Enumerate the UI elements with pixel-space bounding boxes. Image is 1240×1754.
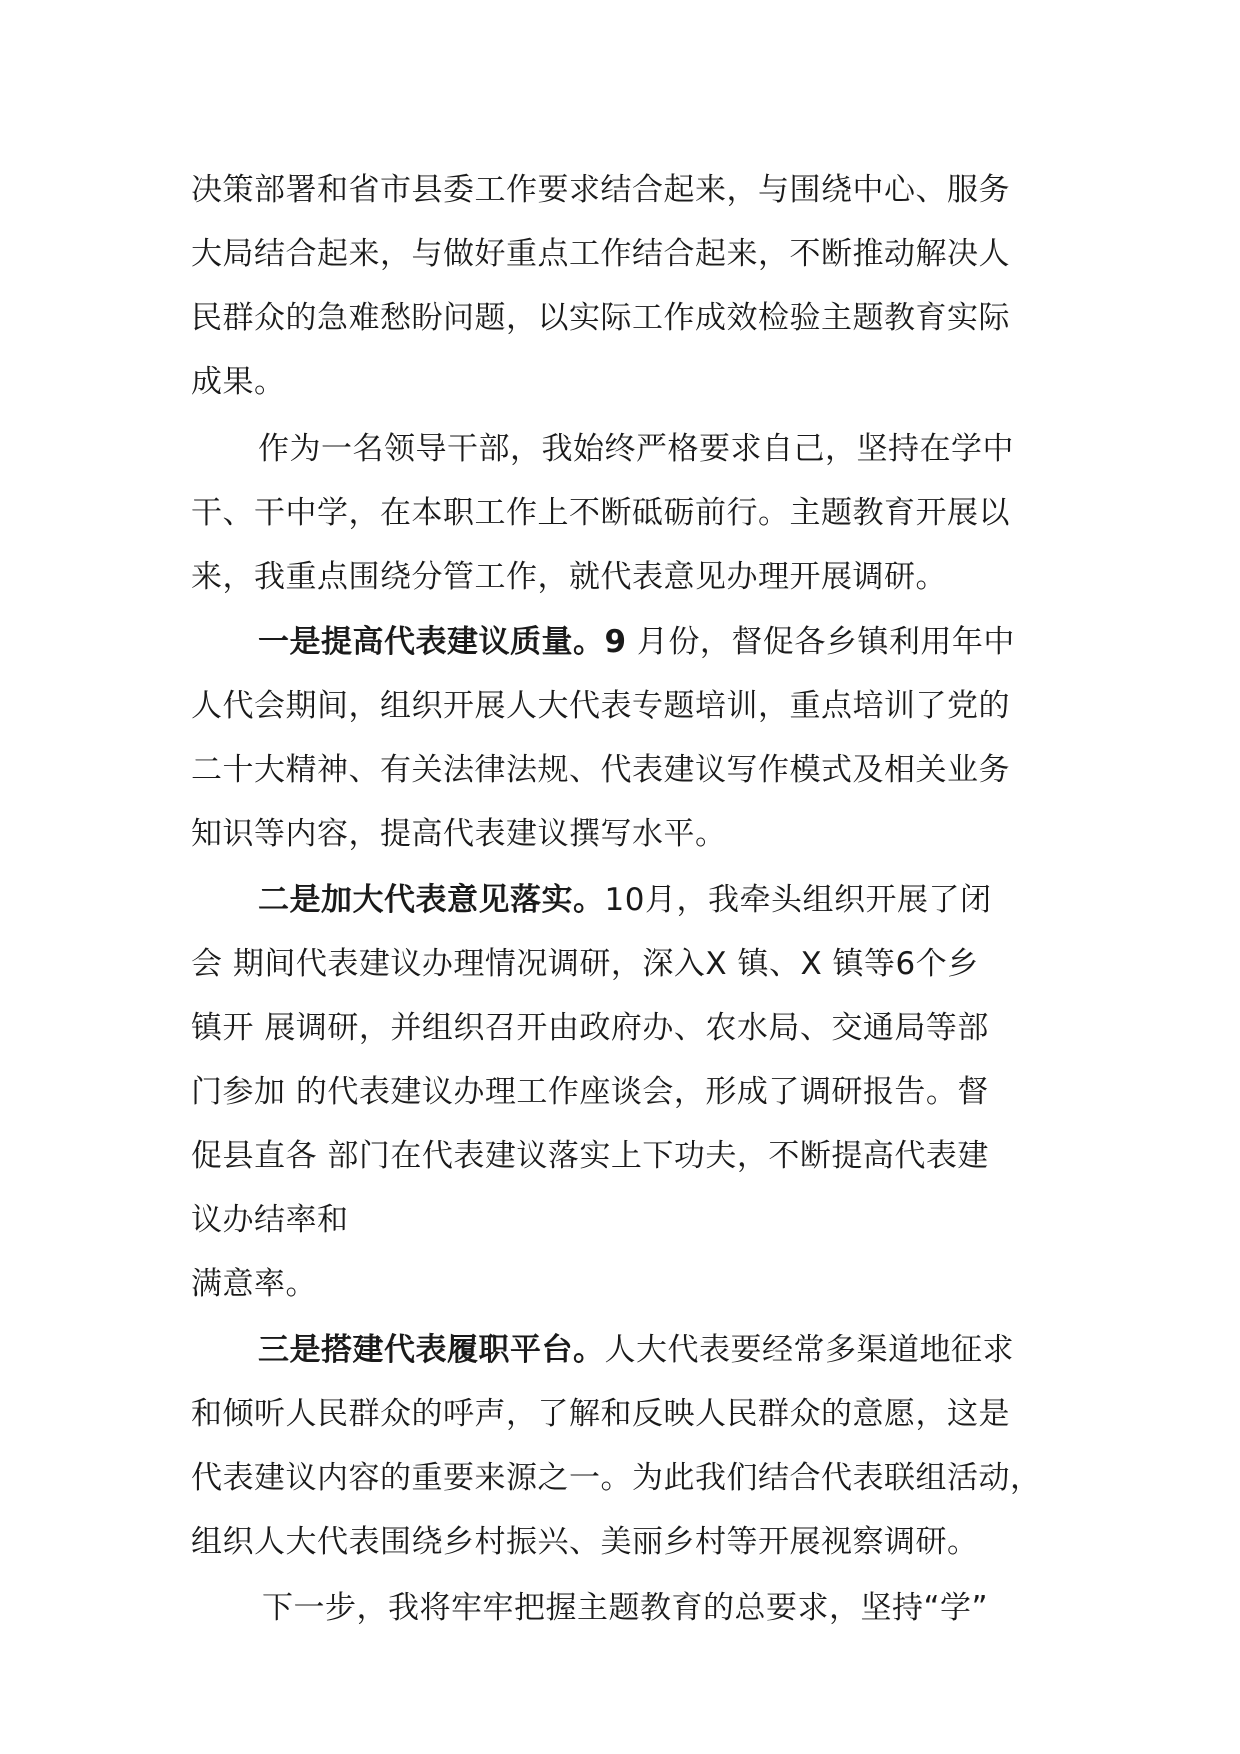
- text-line: 议办结率和: [191, 1202, 349, 1238]
- text-line: 二十大精神、有关法律法规、代表建议写作模式及相关业务: [191, 752, 1010, 788]
- text-line: 镇开 展调研，并组织召开由政府办、农水局、交通局等部: [191, 1010, 989, 1046]
- text-line: [258, 1330, 1014, 1370]
- text-line: 会 期间代表建议办理情况调研，深入X 镇、X 镇等6个乡: [191, 946, 979, 982]
- text-line: [258, 622, 1015, 662]
- text-line: 人代会期间，组织开展人大代表专题培训，重点培训了党的: [191, 688, 1010, 724]
- section-heading: 三是搭建代表履职平台。: [258, 1332, 605, 1368]
- section-heading: 一是提高代表建议质量。9: [258, 624, 627, 660]
- text-line: 作为一名领导干部，我始终严格要求自己，坚持在学中: [258, 431, 1014, 467]
- text-line: 组织人大代表围绕乡村振兴、美丽乡村等开展视察调研。: [191, 1524, 979, 1560]
- text-line: [258, 880, 991, 920]
- text-line: 代表建议内容的重要来源之一。为此我们结合代表联组活动，: [191, 1460, 1042, 1496]
- text-line: 和倾听人民群众的呼声，了解和反映人民群众的意愿，这是: [191, 1396, 1010, 1432]
- text-line: 满意率。: [191, 1266, 317, 1302]
- text-line: 民群众的急难愁盼问题，以实际工作成效检验主题教育实际: [191, 300, 1010, 336]
- text-line: 干、干中学，在本职工作上不断砥砺前行。主题教育开展以: [191, 495, 1010, 531]
- section-text: 10月，我牵头组织开展了闭: [604, 882, 992, 918]
- section-text: 月份，督促各乡镇利用年中: [626, 624, 1015, 660]
- text-line: 来，我重点围绕分管工作，就代表意见办理开展调研。: [191, 559, 947, 595]
- text-line: 促县直各 部门在代表建议落实上下功夫，不断提高代表建: [191, 1138, 989, 1174]
- text-line: 大局结合起来，与做好重点工作结合起来，不断推动解决人: [191, 236, 1010, 272]
- section-text: 人大代表要经常多渠道地征求: [604, 1332, 1014, 1368]
- text-line: 决策部署和省市县委工作要求结合起来，与围绕中心、服务: [191, 172, 1010, 208]
- text-line: 知识等内容，提高代表建议撰写水平。: [191, 816, 727, 852]
- text-line: 门参加 的代表建议办理工作座谈会，形成了调研报告。督: [191, 1074, 989, 1110]
- text-line: 成果。: [191, 364, 286, 400]
- section-heading: 二是加大代表意见落实。: [258, 882, 605, 918]
- text-line: 下一步，我将牢牢把握主题教育的总要求，坚持“学”: [262, 1590, 989, 1626]
